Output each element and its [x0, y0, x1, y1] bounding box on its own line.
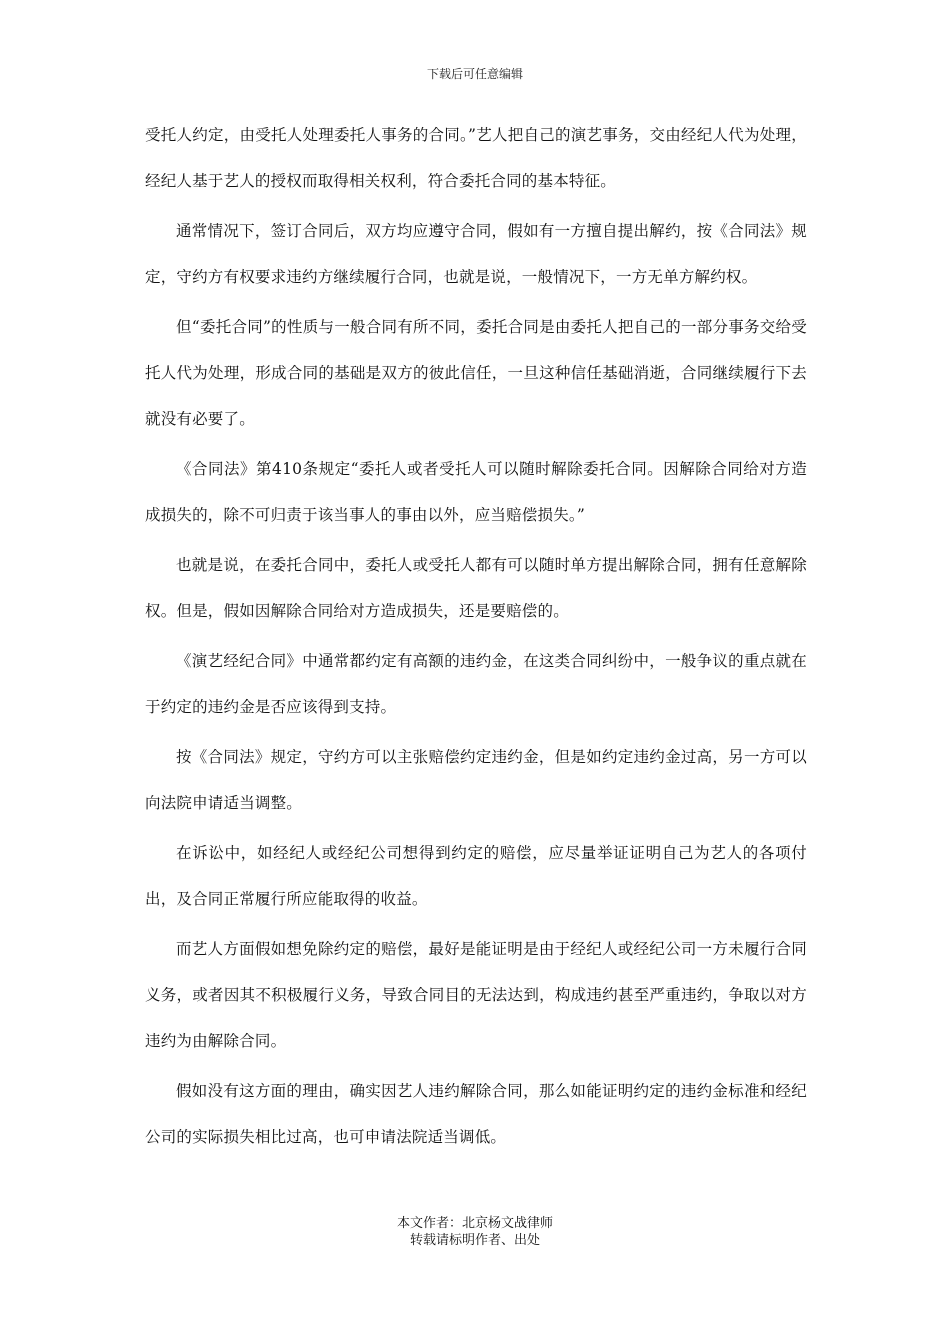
paragraph-4: 《合同法》第410条规定“委托人或者受托人可以随时解除委托合同。因解除合同给对方造成损失的，除不可归责于该当事人的事由以外，应当赔偿损失。” [145, 460, 807, 524]
paragraph-10: 假如没有这方面的理由，确实因艺人违约解除合同，那么如能证明约定的违约金标准和经纪公司的实际损失相比过高，也可申请法院适当调低。 [145, 1082, 807, 1146]
footer-reprint-notice: 转载请标明作者、出处 [409, 1233, 540, 1248]
paragraph-1: 受托人约定，由受托人处理委托人事务的合同。”艺人把自己的演艺事务，交由经纪人代为处理，经纪人基于艺人的授权而取得相关权利，符合委托合同的基本特征。 [145, 126, 807, 190]
paragraph-8: 在诉讼中，如经纪人或经纪公司想得到约定的赔偿，应尽量举证证明自己为艺人的各项付出，及合同正常履行所应能取得的收益。 [145, 844, 807, 908]
paragraph-6: 《演艺经纪合同》中通常都约定有高额的违约金，在这类合同纠纷中，一般争议的重点就在于约定的违约金是否应该得到支持。 [145, 652, 807, 716]
page-footer [0, 1215, 950, 1249]
paragraph-5: 也就是说，在委托合同中，委托人或受托人都有可以随时单方提出解除合同，拥有任意解除权。但是，假如因解除合同给对方造成损失，还是要赔偿的。 [145, 556, 807, 620]
page-header: 下载后可任意编辑 [426, 67, 523, 81]
paragraph-9: 而艺人方面假如想免除约定的赔偿，最好是能证明是由于经纪人或经纪公司一方未履行合同义务，或者因其不积极履行义务，导致合同目的无法达到，构成违约甚至严重违约，争取以对方违约为由解除合同。 [145, 940, 807, 1050]
footer-author: 本文作者：北京杨文战律师 [396, 1216, 553, 1231]
paragraph-2: 通常情况下，签订合同后，双方均应遵守合同，假如有一方擅自提出解约，按《合同法》规定，守约方有权要求违约方继续履行合同，也就是说，一般情况下，一方无单方解约权。 [145, 222, 807, 286]
document-body [145, 112, 807, 1164]
paragraph-7: 按《合同法》规定，守约方可以主张赔偿约定违约金，但是如约定违约金过高，另一方可以向法院申请适当调整。 [145, 748, 807, 812]
paragraph-3: 但“委托合同”的性质与一般合同有所不同，委托合同是由委托人把自己的一部分事务交给受托人代为处理，形成合同的基础是双方的彼此信任，一旦这种信任基础消逝，合同继续履行下去就没有必要了。 [145, 318, 807, 428]
